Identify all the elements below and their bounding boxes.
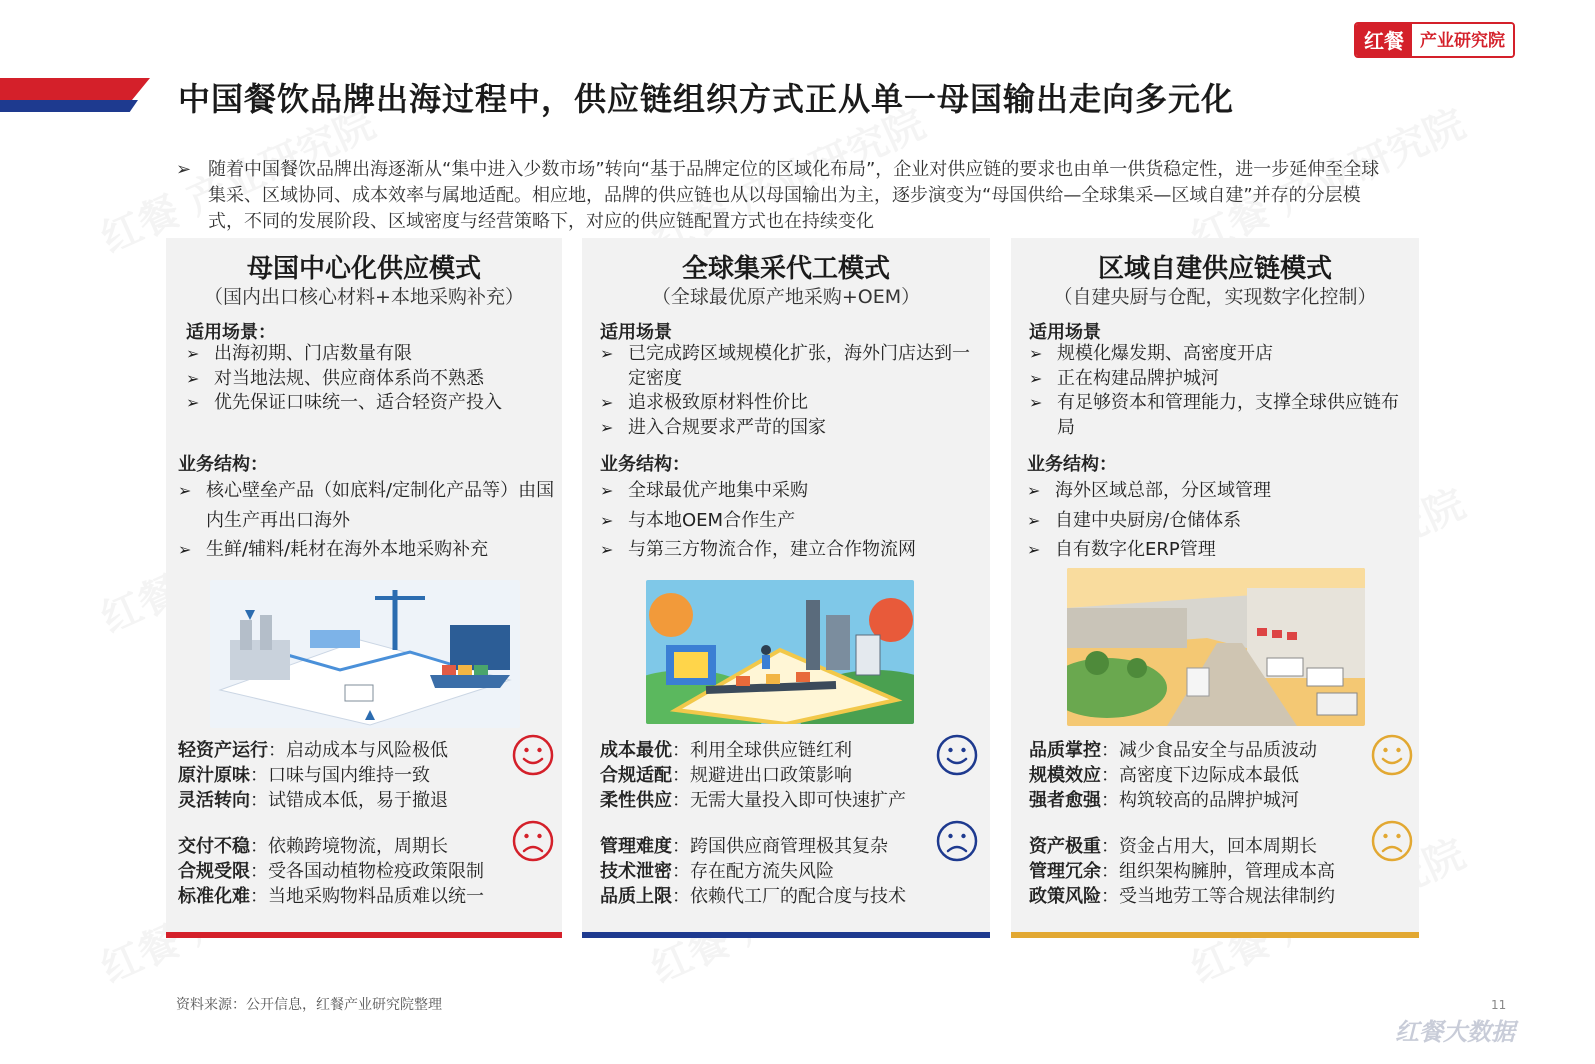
list-item: ➢ 有足够资本和管理能力，支撑全球供应链布局 xyxy=(1029,391,1409,440)
con-item: 技术泄密：存在配方流失风险 xyxy=(600,861,834,882)
panel-global-procurement xyxy=(582,238,990,938)
list-item: ➢ 海外区域总部，分区域管理 xyxy=(1027,476,1407,506)
smile-face-icon xyxy=(936,734,978,776)
panel-bottom-bar xyxy=(1011,932,1419,938)
smile-face-icon xyxy=(1371,734,1413,776)
sad-face-icon xyxy=(512,820,554,862)
con-item: 标准化难：当地采购物料品质难以统一 xyxy=(178,886,484,907)
panel-title: 区域自建供应链模式 xyxy=(1097,254,1332,284)
title-accent-blue xyxy=(0,100,138,112)
con-item: 资产极重：资金占用大，回本周期长 xyxy=(1029,836,1317,857)
list-item: ➢ 全球最优产地集中采购 xyxy=(600,476,980,506)
scenario-list xyxy=(186,342,556,416)
con-item: 政策风险：受当地劳工等合规法律制约 xyxy=(1029,886,1335,907)
scenario-heading: 适用场景 xyxy=(600,322,672,343)
panel-subtitle: （全球最优原产地采购+OEM） xyxy=(651,286,921,308)
page-number: 11 xyxy=(1491,998,1507,1012)
list-item: ➢ 对当地法规、供应商体系尚不熟悉 xyxy=(186,367,556,392)
pros-list xyxy=(178,738,448,813)
panel-bottom-bar xyxy=(582,932,990,938)
pro-item: 合规适配：规避进出口政策影响 xyxy=(600,765,852,786)
structure-list xyxy=(1027,476,1407,565)
scenario-heading: 适用场景： xyxy=(186,322,276,343)
smile-face-icon xyxy=(512,734,554,776)
panel-subtitle: （自建央厨与仓配，实现数字化控制） xyxy=(1053,286,1377,308)
list-item: ➢ 生鲜/辅料/耗材在海外本地采购补充 xyxy=(178,535,558,565)
pro-item: 原汁原味：口味与国内维持一致 xyxy=(178,765,430,786)
brand-logo xyxy=(1354,22,1515,58)
scenario-list xyxy=(1029,342,1409,440)
footer-brand-logo: 红餐大数据 xyxy=(1395,1018,1515,1046)
structure-list xyxy=(600,476,980,565)
structure-heading: 业务结构： xyxy=(178,454,268,475)
pro-item: 强者愈强：构筑较高的品牌护城河 xyxy=(1029,790,1299,811)
cons-list xyxy=(178,834,484,909)
page-title: 中国餐饮品牌出海过程中，供应链组织方式正从单一母国输出走向多元化 xyxy=(178,80,1235,118)
intro-paragraph xyxy=(176,157,1386,235)
panel-bottom-bar xyxy=(166,932,562,938)
pro-item: 品质掌控：减少食品安全与品质波动 xyxy=(1029,740,1317,761)
pro-item: 柔性供应：无需大量投入即可快速扩产 xyxy=(600,790,906,811)
list-item: ➢ 规模化爆发期、高密度开店 xyxy=(1029,342,1409,367)
list-item: ➢ 自有数字化ERP管理 xyxy=(1027,535,1407,565)
title-accent-red xyxy=(0,78,150,100)
panel-title: 全球集采代工模式 xyxy=(681,254,890,284)
structure-list xyxy=(178,476,558,565)
panel-regional-self-built xyxy=(1011,238,1419,938)
con-item: 交付不稳：依赖跨境物流，周期长 xyxy=(178,836,448,857)
list-item: ➢ 核心壁垒产品（如底料/定制化产品等）由国内生产再出口海外 xyxy=(178,476,558,535)
logo-text-b: 产业研究院 xyxy=(1412,24,1513,56)
structure-heading: 业务结构： xyxy=(600,454,690,475)
con-item: 管理难度：跨国供应商管理极其复杂 xyxy=(600,836,888,857)
panel-home-country xyxy=(166,238,562,938)
pro-item: 灵活转向：试错成本低，易于撤退 xyxy=(178,790,448,811)
list-item: ➢ 追求极致原材料性价比 xyxy=(600,391,980,416)
list-item: ➢ 与第三方物流合作，建立合作物流网 xyxy=(600,535,980,565)
intro-text: 随着中国餐饮品牌出海逐渐从“集中进入少数市场”转向“基于品牌定位的区域化布局”，企业对供应链的要求也由单一供货稳定性，进一步延伸至全球集采、区域协同、成本效率与属地适配。相应地，品牌的供应链也从以母国输出为主，逐步演变为“母国供给—全球集采—区域自建”并存的分层模式，不同的发展阶段、区域密度与经营策略下，对应的供应链配置方式也在持续变化 xyxy=(208,159,1380,232)
con-item: 合规受限：受各国动植物检疫政策限制 xyxy=(178,861,484,882)
pro-item: 成本最优：利用全球供应链红利 xyxy=(600,740,852,761)
source-note: 资料来源：公开信息，红餐产业研究院整理 xyxy=(176,997,442,1013)
sad-face-icon xyxy=(1371,820,1413,862)
pros-list xyxy=(600,738,906,813)
list-item: ➢ 自建中央厨房/仓储体系 xyxy=(1027,506,1407,536)
pro-item: 轻资产运行：启动成本与风险极低 xyxy=(178,740,448,761)
scenario-list xyxy=(600,342,980,440)
sad-face-icon xyxy=(936,820,978,862)
list-item: ➢ 优先保证口味统一、适合轻资产投入 xyxy=(186,391,556,416)
pros-list xyxy=(1029,738,1317,813)
logistics-center-illustration xyxy=(1067,568,1365,726)
con-item: 管理冗余：组织架构臃肿，管理成本高 xyxy=(1029,861,1335,882)
pro-item: 规模效应：高密度下边际成本最低 xyxy=(1029,765,1299,786)
cons-list xyxy=(600,834,906,909)
panel-title: 母国中心化供应模式 xyxy=(246,254,481,284)
scenario-heading: 适用场景 xyxy=(1029,322,1101,343)
logo-text-a: 红餐 xyxy=(1356,24,1412,56)
list-item: ➢ 已完成跨区域规模化扩张，海外门店达到一定密度 xyxy=(600,342,980,391)
factory-production-illustration xyxy=(646,580,914,724)
con-item: 品质上限：依赖代工厂的配合度与技术 xyxy=(600,886,906,907)
list-item: ➢ 与本地OEM合作生产 xyxy=(600,506,980,536)
panel-subtitle: （国内出口核心材料+本地采购补充） xyxy=(204,286,524,308)
list-item: ➢ 正在构建品牌护城河 xyxy=(1029,367,1409,392)
bullet-arrow-icon: ➢ xyxy=(176,159,192,180)
list-item: ➢ 进入合规要求严苛的国家 xyxy=(600,416,980,441)
list-item: ➢ 出海初期、门店数量有限 xyxy=(186,342,556,367)
port-logistics-illustration xyxy=(210,580,520,728)
cons-list xyxy=(1029,834,1335,909)
structure-heading: 业务结构： xyxy=(1027,454,1117,475)
